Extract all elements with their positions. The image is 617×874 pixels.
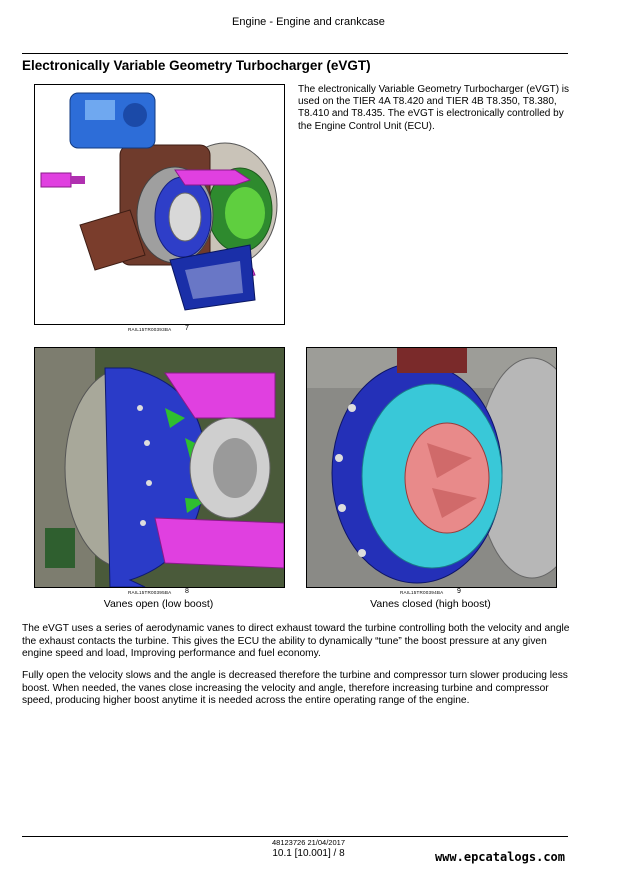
figure-8-number: 8 <box>185 588 189 595</box>
body-paragraph-2: Fully open the velocity slows and the angle is decreased therefore the turbine and compressor turn slower producing less boost. When needed, the vanes close increasing the velocity and angle, therefore increasing turbine and compressor speed, producing higher boost anytime it is needed across the entire operating range of the engine. <box>22 670 568 706</box>
figure-9-ref: RAIL15TR00394BA <box>400 590 444 595</box>
figure-8-ref: RAIL15TR00395BA <box>128 590 172 595</box>
figure-8-vanes-open-illustration <box>34 347 285 588</box>
figure-7-number: 7 <box>185 325 189 332</box>
header-rule <box>22 53 568 54</box>
footer-rule <box>22 836 568 837</box>
intro-text: The electronically Variable Geometry Turbocharger (eVGT) is used on the TIER 4A T8.420 and TIER 4B T8.350, T8.380, T8.410 and T8.435. The eVGT is electronically controlled by the Engine Control Unit (ECU). <box>298 84 570 132</box>
running-header: Engine - Engine and crankcase <box>232 16 385 28</box>
figure-7-turbocharger-illustration <box>34 84 285 325</box>
website-link[interactable]: www.epcatalogs.com <box>434 850 565 864</box>
figure-9-vanes-closed-illustration <box>306 347 557 588</box>
figure-8-caption: Vanes open (low boost) <box>103 598 214 610</box>
figure-7-ref: RAIL15TR00393BA <box>128 327 172 332</box>
page-number: 10.1 [10.001] / 8 <box>272 848 345 859</box>
figure-9-number: 9 <box>457 588 461 595</box>
figure-9-caption: Vanes closed (high boost) <box>370 598 491 610</box>
body-paragraph-1: The eVGT uses a series of aerodynamic vanes to direct exhaust toward the turbine controlling both the velocity and angle the exhaust contacts the turbine. This gives the ECU the ability to dynamically “tune” the boost pressure at any given engine speed and load, Improving performance and fuel economy. <box>22 623 570 659</box>
section-title: Electronically Variable Geometry Turbocharger (eVGT) <box>22 58 371 73</box>
document-id: 48123726 21/04/2017 <box>272 838 345 847</box>
